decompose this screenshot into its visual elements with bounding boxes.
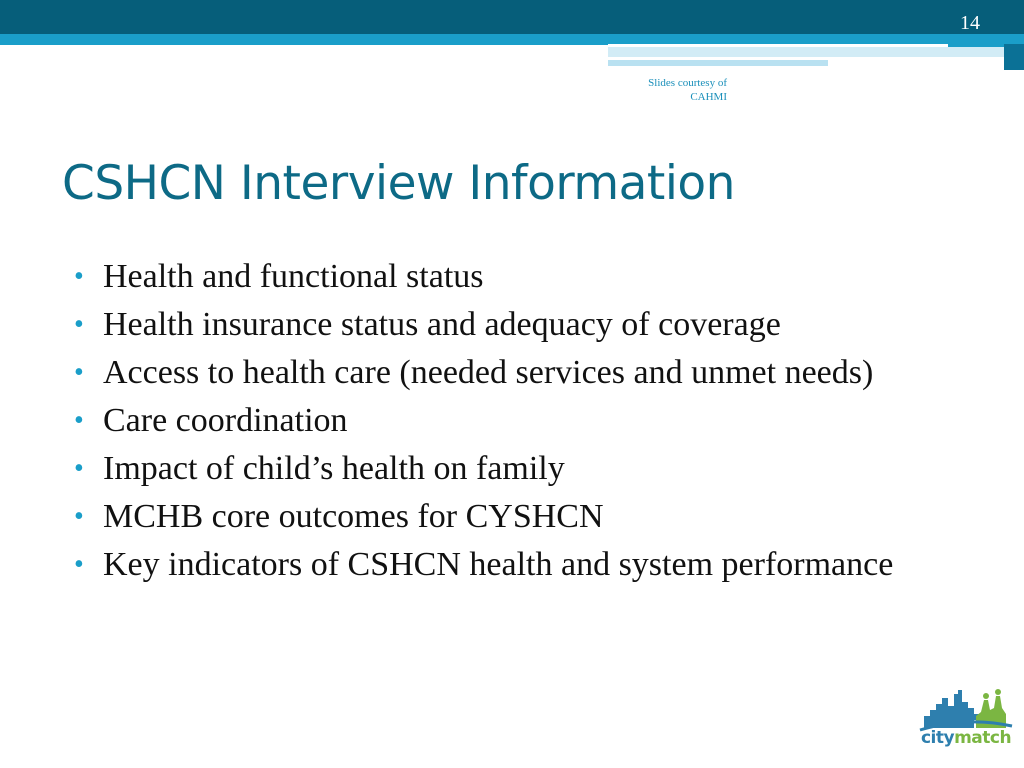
bullet-item [74, 495, 894, 538]
citymatch-logo [918, 686, 1014, 758]
bullet-item [74, 543, 894, 586]
bullet-dot: • [74, 453, 84, 484]
bullet-item [74, 399, 894, 442]
bullet-text: Health and functional status [103, 258, 484, 295]
slide-title: CSHCN Interview Information [62, 156, 735, 211]
bullet-dot: • [74, 261, 84, 292]
bullet-item [74, 303, 894, 346]
credit-line-1: Slides courtesy of [648, 77, 727, 89]
bullet-dot: • [74, 501, 84, 532]
bullet-text: Health insurance status and adequacy of coverage [103, 306, 781, 343]
slide-number: 14 [960, 12, 980, 34]
bullet-text: Care coordination [103, 402, 348, 439]
bullet-item [74, 255, 894, 298]
bullet-dot: • [74, 357, 84, 388]
bullet-dot: • [74, 549, 84, 580]
credit-line-2: CAHMI [690, 91, 727, 103]
bullet-item [74, 447, 894, 490]
bullet-list [74, 255, 894, 591]
bullet-text: Impact of child’s health on family [103, 450, 565, 487]
skyline-icon [918, 686, 1014, 732]
bullet-dot: • [74, 405, 84, 436]
header-accent-cap [1004, 44, 1024, 70]
bullet-text: MCHB core outcomes for CYSHCN [103, 498, 604, 535]
header-band-dark [0, 0, 1024, 34]
bullet-item [74, 351, 894, 394]
slide-credit [600, 76, 727, 104]
bullet-text: Access to health care (needed services and unmet needs) [103, 354, 874, 391]
logo-wordmark: citymatch [920, 728, 1012, 748]
bullet-text: Key indicators of CSHCN health and system performance [103, 546, 894, 583]
bullet-dot: • [74, 309, 84, 340]
header-accent-pale [608, 47, 1024, 57]
header-accent-pale-2 [608, 60, 828, 66]
